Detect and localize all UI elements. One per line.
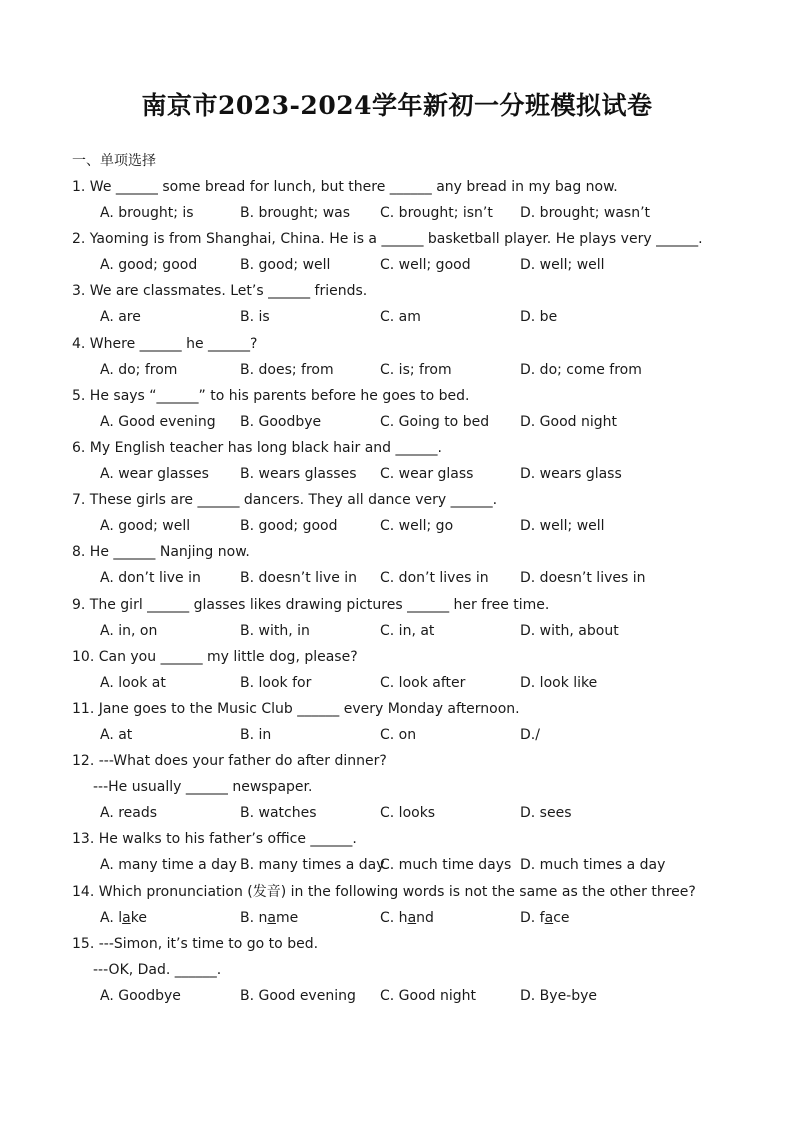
question-text: 6. My English teacher has long black hair and ______. — [72, 439, 442, 456]
question-item — [72, 331, 752, 383]
option-b — [240, 905, 298, 931]
option-b: B. good; well — [240, 257, 331, 274]
option-b: B. Goodbye — [240, 413, 322, 430]
option-b: B. many times a day — [240, 857, 385, 874]
option-text-post: nd — [416, 909, 434, 926]
option-a: A. look at — [100, 674, 166, 691]
question-text: 7. These girls are ______ dancers. They all dance very ______. — [72, 492, 498, 509]
option-d: D. doesn’t lives in — [520, 570, 646, 587]
question-item — [72, 644, 752, 696]
option-text-post: ce — [553, 909, 570, 926]
option-row — [72, 565, 752, 591]
question-text: 1. We ______ some bread for lunch, but there ______ any bread in my bag now. — [72, 179, 618, 195]
option-text-pre: B. n — [240, 909, 268, 926]
question-item — [72, 278, 752, 330]
question-item — [72, 539, 752, 591]
question-item — [72, 696, 752, 748]
option-row — [72, 618, 752, 644]
option-c: C. Good night — [380, 987, 477, 1004]
option-b: B. look for — [240, 674, 312, 691]
option-a: A. brought; is — [100, 205, 194, 222]
option-row — [72, 905, 752, 931]
option-row — [72, 852, 752, 878]
option-b: B. with, in — [240, 622, 310, 639]
option-row — [72, 800, 752, 826]
option-d: D. do; come from — [520, 361, 642, 378]
option-a: A. good; well — [100, 518, 191, 535]
option-b: B. doesn’t live in — [240, 570, 358, 587]
option-a: A. at — [100, 726, 133, 743]
option-d: D. well; well — [520, 257, 605, 274]
option-b: B. in — [240, 726, 272, 743]
option-row — [72, 513, 752, 539]
option-d: D. wears glass — [520, 466, 622, 483]
underlined-letter: a — [544, 909, 554, 926]
question-item — [72, 879, 752, 931]
option-row — [72, 304, 752, 330]
option-a: A. do; from — [100, 361, 178, 378]
option-b: B. good; good — [240, 518, 338, 535]
option-d: D. well; well — [520, 518, 605, 535]
option-d: D. much times a day — [520, 857, 666, 874]
question-item — [72, 383, 752, 435]
option-row — [72, 670, 752, 696]
option-a — [100, 905, 147, 931]
section-heading: 一、单项选择 — [72, 153, 156, 169]
option-row — [72, 409, 752, 435]
option-row — [72, 461, 752, 487]
question-text: ---OK, Dad. ______. — [93, 961, 222, 978]
option-row — [72, 200, 752, 226]
option-c: C. looks — [380, 805, 436, 822]
question-text: 5. He says “______” to his parents before he goes to bed. — [72, 387, 470, 404]
option-b: B. brought; was — [240, 205, 351, 222]
question-text: 14. Which pronunciation (发音) in the following words is not the same as the other three? — [72, 883, 696, 900]
page-title: 南京市2023-2024学年新初一分班模拟试卷 — [141, 91, 653, 120]
underlined-letter: a — [267, 909, 276, 926]
option-text-post: ke — [130, 909, 147, 926]
option-d: D./ — [520, 726, 540, 743]
option-d — [520, 905, 570, 931]
question-text: 9. The girl ______ glasses likes drawing pictures ______ her free time. — [72, 596, 550, 613]
question-text: 10. Can you ______ my little dog, please? — [72, 648, 358, 665]
underlined-letter: a — [407, 909, 417, 926]
option-c: C. is; from — [380, 361, 452, 378]
option-c — [380, 905, 434, 931]
option-a: A. don’t live in — [100, 570, 201, 587]
question-text: ---He usually ______ newspaper. — [93, 779, 313, 796]
option-a: A. many time a day — [100, 857, 237, 874]
option-a: A. good; good — [100, 257, 198, 274]
option-row — [72, 357, 752, 383]
question-text: 3. We are classmates. Let’s ______ friends. — [72, 283, 368, 300]
option-c: C. well; go — [380, 518, 454, 535]
option-a: A. are — [100, 309, 141, 326]
question-item — [72, 435, 752, 487]
option-c: C. well; good — [380, 257, 471, 274]
option-c: C. wear glass — [380, 466, 474, 483]
option-d: D. with, about — [520, 622, 619, 639]
option-a: A. Goodbye — [100, 987, 181, 1004]
option-c: C. much time days — [380, 857, 512, 874]
option-c: C. look after — [380, 674, 466, 691]
option-text-pre: C. h — [380, 909, 408, 926]
option-a: A. wear glasses — [100, 466, 209, 483]
question-text: 13. He walks to his father’s office ______. — [72, 831, 357, 848]
question-text: 15. ---Simon, it’s time to go to bed. — [72, 935, 319, 952]
option-c: C. Going to bed — [380, 413, 490, 430]
option-a: A. reads — [100, 805, 158, 822]
question-text: 12. ---What does your father do after dinner? — [72, 753, 387, 770]
option-c: C. brought; isn’t — [380, 205, 493, 222]
question-item — [72, 174, 752, 226]
option-b: B. watches — [240, 805, 317, 822]
question-item — [72, 931, 752, 1009]
option-text-post: me — [275, 909, 299, 926]
option-c: C. on — [380, 726, 417, 743]
option-row — [72, 252, 752, 278]
question-item — [72, 748, 752, 826]
option-c: C. am — [380, 309, 421, 326]
option-a: A. Good evening — [100, 413, 216, 430]
question-item — [72, 487, 752, 539]
option-row — [72, 722, 752, 748]
question-item — [72, 226, 752, 278]
question-text: 4. Where ______ he ______? — [72, 335, 258, 352]
option-d: D. look like — [520, 674, 598, 691]
question-item — [72, 826, 752, 878]
option-d: D. sees — [520, 805, 572, 822]
option-a: A. in, on — [100, 622, 158, 639]
question-text: 11. Jane goes to the Music Club ______ every Monday afternoon. — [72, 700, 520, 717]
option-b: B. wears glasses — [240, 466, 357, 483]
option-text-pre: A. l — [100, 909, 123, 926]
option-c: C. in, at — [380, 622, 435, 639]
option-d: D. be — [520, 309, 558, 326]
option-d: D. Good night — [520, 413, 618, 430]
question-list — [72, 174, 752, 1009]
question-text: 2. Yaoming is from Shanghai, China. He is a ______ basketball player. He plays very ______. — [72, 231, 703, 248]
underlined-letter: a — [122, 909, 131, 926]
question-text: 8. He ______ Nanjing now. — [72, 544, 250, 561]
option-row — [72, 983, 752, 1009]
option-b: B. Good evening — [240, 987, 356, 1004]
option-d: D. Bye-bye — [520, 987, 598, 1004]
option-b: B. is — [240, 309, 270, 326]
question-item — [72, 592, 752, 644]
option-b: B. does; from — [240, 361, 334, 378]
option-d: D. brought; wasn’t — [520, 205, 651, 222]
option-c: C. don’t lives in — [380, 570, 489, 587]
option-text-pre: D. f — [520, 909, 545, 926]
